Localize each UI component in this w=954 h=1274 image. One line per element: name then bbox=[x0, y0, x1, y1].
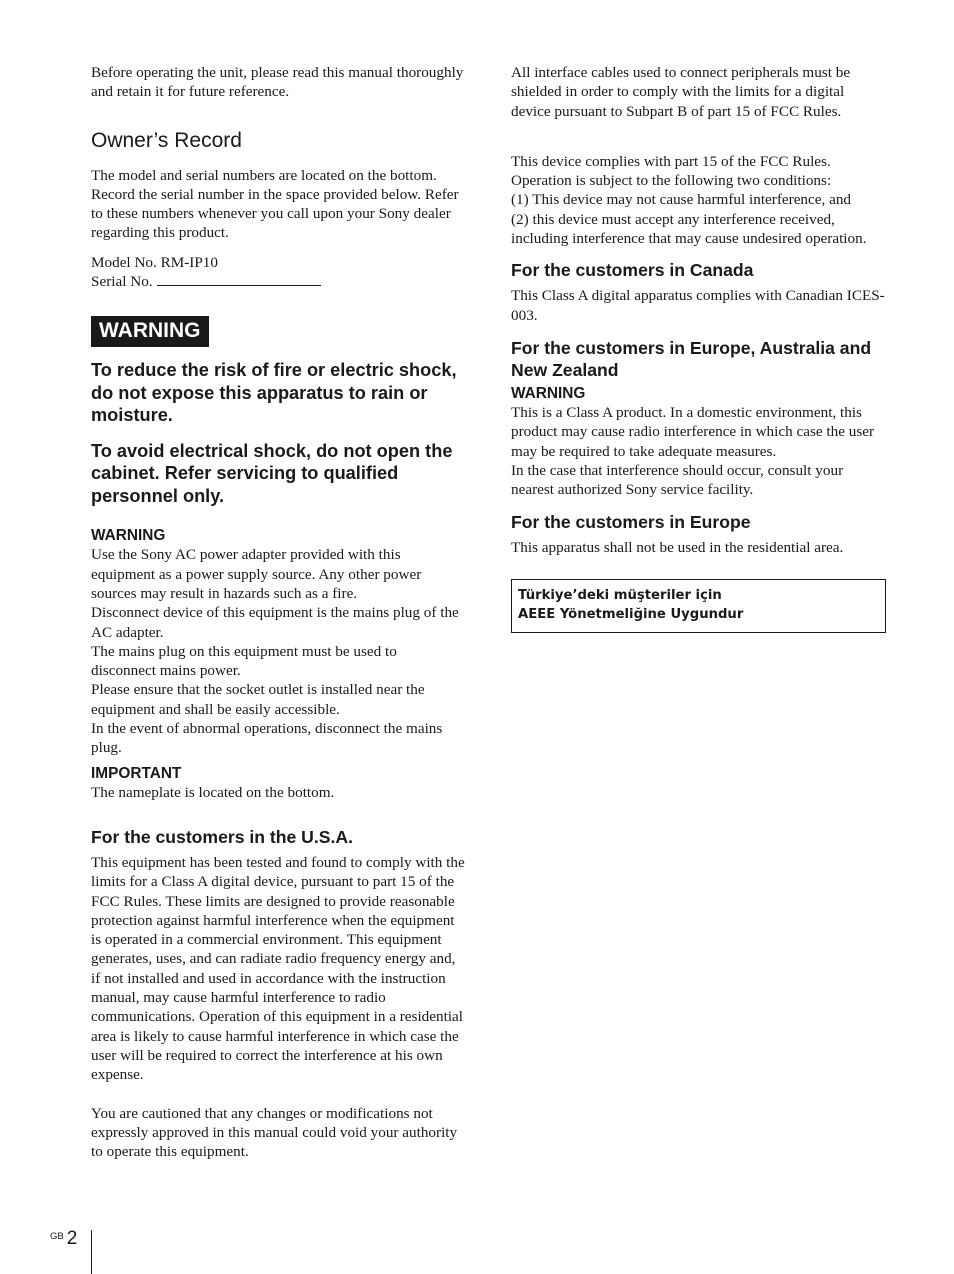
right-column bbox=[511, 63, 886, 633]
warning-line-2: Disconnect device of this equipment is the mains plug of the AC adapter. bbox=[91, 604, 459, 641]
model-number: Model No. RM-IP10 bbox=[91, 253, 218, 271]
footer-divider bbox=[91, 1230, 92, 1274]
intro-text: Before operating the unit, please read this manual thoroughly and retain it for future reference. bbox=[91, 64, 464, 101]
important-heading: IMPORTANT bbox=[91, 764, 182, 782]
warning-cabinet: To avoid electrical shock, do not open the cabinet. Refer servicing to qualified personnel only. bbox=[91, 440, 453, 506]
europe-text: This apparatus shall not be used in the residential area. bbox=[511, 539, 844, 557]
warning-line-4: Please ensure that the socket outlet is installed near the equipment and shall be easily accessible. bbox=[91, 681, 425, 718]
left-column bbox=[91, 63, 465, 1161]
usa-heading: For the customers in the U.S.A. bbox=[91, 826, 353, 847]
region-code: GB bbox=[50, 1231, 64, 1242]
page-footer bbox=[50, 1228, 77, 1250]
warning-line-5: In the event of abnormal operations, disconnect the mains plug. bbox=[91, 720, 443, 757]
important-text: The nameplate is located on the bottom. bbox=[91, 783, 335, 801]
page-number: 2 bbox=[66, 1228, 78, 1249]
fcc-line-2: (1) This device may not cause harmful interference, and bbox=[511, 191, 852, 209]
canada-heading: For the customers in Canada bbox=[511, 260, 754, 281]
warning-line-3: The mains plug on this equipment must be used to disconnect mains power. bbox=[91, 642, 397, 680]
warning-fire-shock: To reduce the risk of fire or electric shock, do not expose this apparatus to rain or moisture. bbox=[91, 360, 457, 426]
serial-number-blank bbox=[157, 272, 321, 286]
warning-subheading: WARNING bbox=[91, 527, 166, 545]
serial-number-row bbox=[91, 272, 465, 291]
owners-record-text: The model and serial numbers are located on the bottom. Record the serial number in the space provided below. Refer to these numbers whenever you call upon your Sony dealer regarding this product. bbox=[91, 166, 459, 242]
warning-line-1: Use the Sony AC power adapter provided with this equipment as a power supply source. Any other power sources may result in hazards such as a fire. bbox=[91, 546, 422, 602]
canada-text: This Class A digital apparatus complies with Canadian ICES-003. bbox=[511, 287, 885, 324]
turkey-line-1: Türkiye’deki müşteriler için bbox=[518, 587, 722, 603]
usa-text-2: You are cautioned that any changes or modifications not expressly approved in this manual could void your authority to operate this equipment. bbox=[91, 1104, 458, 1161]
eu-anz-line-2: In the case that interference should occur, consult your nearest authorized Sony service facility. bbox=[511, 461, 844, 499]
fcc-line-3: (2) this device must accept any interference received, including interference that may cause undesired operation. bbox=[511, 210, 867, 248]
warning-badge: WARNING bbox=[91, 316, 209, 347]
cables-text: All interface cables used to connect peripherals must be shielded in order to comply with the limits for a digital device pursuant to Subpart B of part 15 of FCC Rules. bbox=[511, 64, 851, 120]
owners-record-heading: Owner’s Record bbox=[91, 128, 242, 152]
turkey-line-2: AEEE Yönetmeliğine Uygundur bbox=[518, 606, 744, 622]
fcc-line-1: This device complies with part 15 of the FCC Rules. Operation is subject to the following two conditions: bbox=[511, 152, 832, 190]
usa-text-1: This equipment has been tested and found to comply with the limits for a Class A digital device, pursuant to part 15 of the FCC Rules. These limits are designed to provide reasonable protection against harmful interference when the equipment is operated in a commercial environment. This equipment generates, uses, and can radiate radio frequency energy and, if not installed and used in accordance with the instruction manual, may cause harmful interference to radio communications. Operation of this equipment in a residential area is likely to cause harmful interference in which case the user will be required to correct the interference at his own expense. bbox=[91, 853, 465, 1084]
serial-number-label: Serial No. bbox=[91, 273, 153, 291]
eu-anz-warning-heading: WARNING bbox=[511, 384, 586, 402]
eu-anz-line-1: This is a Class A product. In a domestic environment, this product may cause radio interference in which case the user may be required to take adequate measures. bbox=[511, 403, 875, 460]
europe-heading: For the customers in Europe bbox=[511, 512, 751, 533]
eu-anz-heading: For the customers in Europe, Australia and New Zealand bbox=[511, 337, 872, 380]
turkey-compliance-box bbox=[511, 579, 886, 633]
